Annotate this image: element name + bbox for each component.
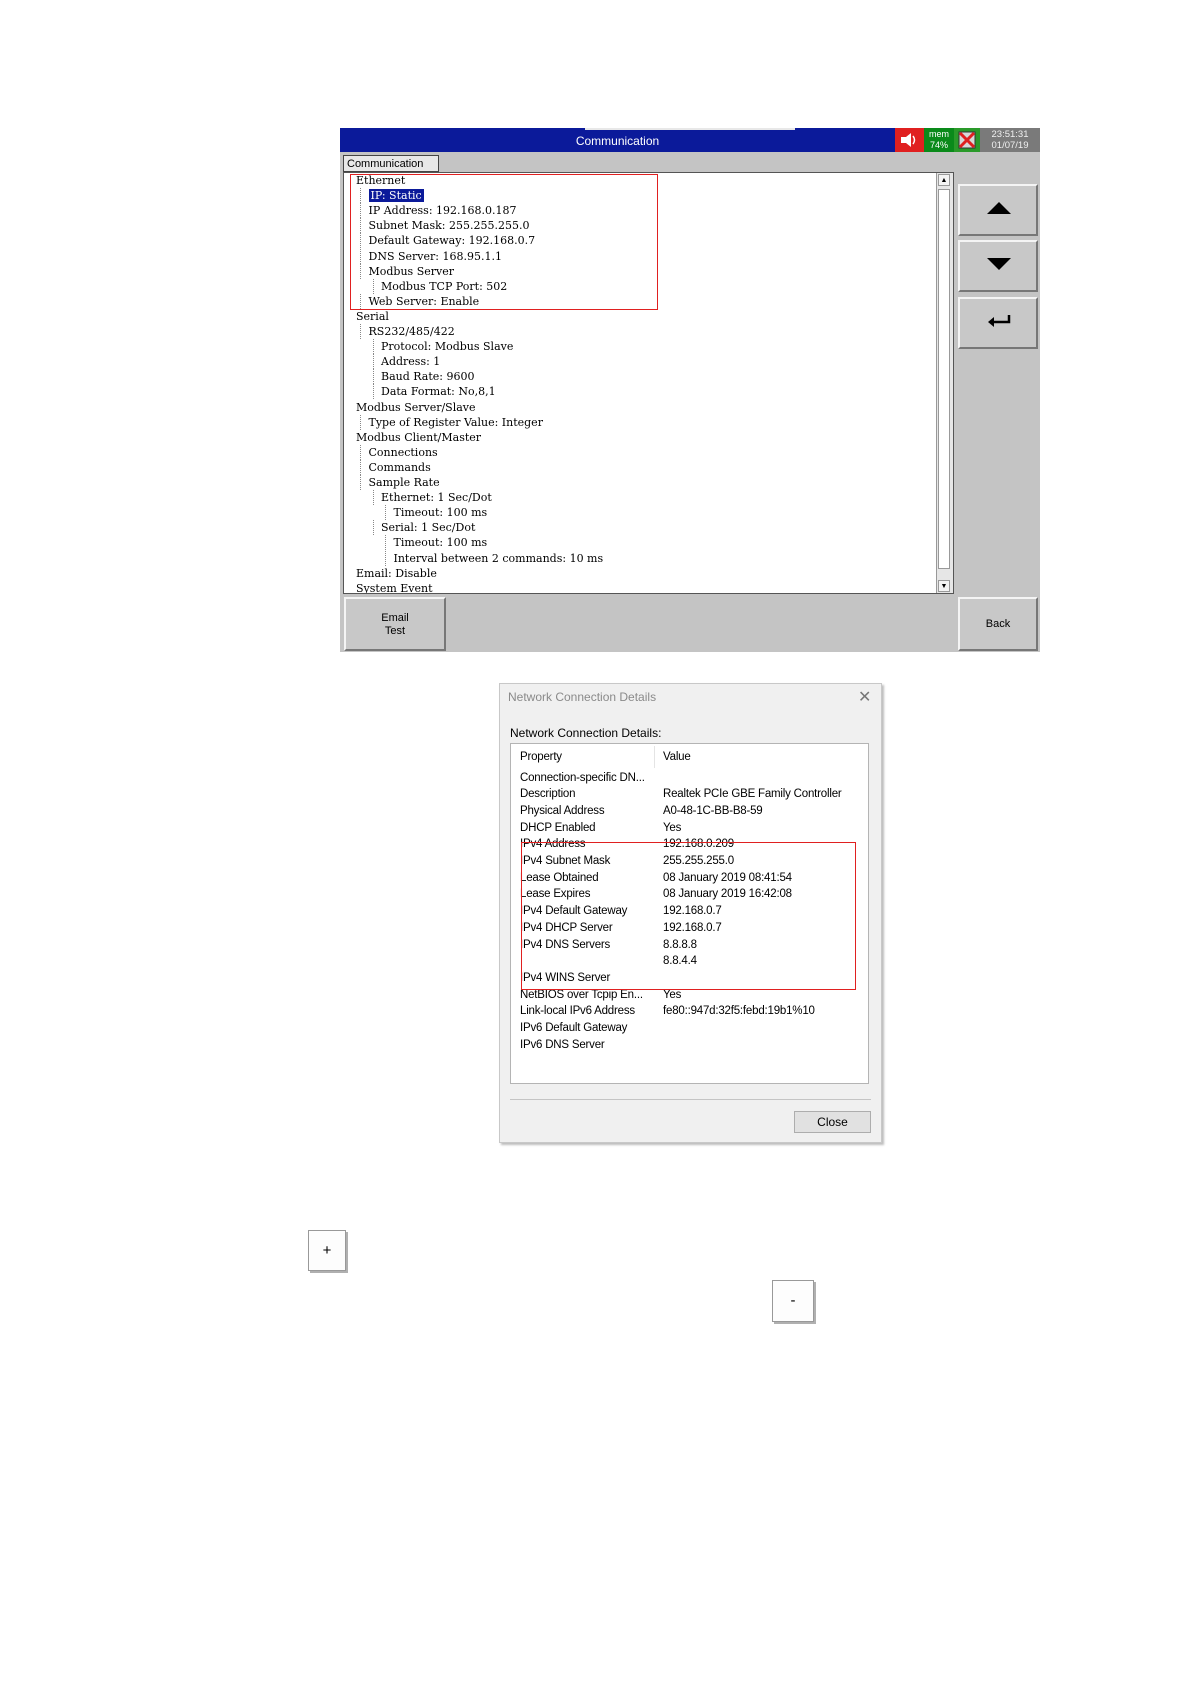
tree-item-label: Sample Rate xyxy=(368,476,440,489)
detail-value[interactable]: A0-48-1C-BB-B8-59 xyxy=(663,804,763,817)
tree-item-label: Address: 1 xyxy=(381,355,441,369)
tree-item[interactable] xyxy=(369,324,455,339)
alarm-icon[interactable] xyxy=(954,128,980,152)
tree-item-label: System Event xyxy=(356,581,433,594)
tree-item[interactable] xyxy=(369,460,431,475)
enter-icon xyxy=(987,313,1011,329)
detail-property[interactable]: Description xyxy=(520,788,576,801)
tree-item[interactable] xyxy=(381,384,496,399)
tree-connector xyxy=(373,354,374,369)
column-divider[interactable] xyxy=(654,746,655,768)
tree-item-label: Modbus Server/Slave xyxy=(356,400,476,414)
tree-item-label: Timeout: 100 ms xyxy=(393,506,488,520)
tree-item-label: Data Format: No,8,1 xyxy=(381,385,496,399)
detail-property[interactable]: Connection-specific DN... xyxy=(520,771,645,784)
back-button[interactable]: Back xyxy=(958,597,1038,651)
detail-property[interactable]: Link-local IPv6 Address xyxy=(520,1005,635,1018)
tree-connector xyxy=(373,384,374,399)
detail-value[interactable]: 08 January 2019 08:41:54 xyxy=(663,871,792,884)
detail-value[interactable]: Yes xyxy=(663,821,682,834)
tree-item-label: Timeout: 100 ms xyxy=(393,536,488,550)
tree-item-label: DNS Server: 168.95.1.1 xyxy=(368,249,502,263)
details-list[interactable] xyxy=(510,743,869,1084)
detail-property[interactable]: Physical Address xyxy=(520,804,605,817)
tree-item[interactable] xyxy=(381,339,513,354)
tree-item[interactable] xyxy=(356,400,476,415)
detail-property[interactable]: IPv6 DNS Server xyxy=(520,1038,605,1051)
tree-item-label: Type of Register Value: Integer xyxy=(368,415,543,429)
tree-item-label: Interval between 2 commands: 10 ms xyxy=(393,551,604,565)
ethernet-highlight-box xyxy=(350,174,658,310)
tab-communication[interactable]: Communication xyxy=(343,155,439,172)
arrow-up-icon xyxy=(987,200,1011,216)
settings-tree[interactable] xyxy=(343,172,954,594)
tree-item-label: Protocol: Modbus Slave xyxy=(381,340,514,354)
detail-value[interactable]: 08 January 2019 16:42:08 xyxy=(663,888,792,901)
speaker-icon[interactable] xyxy=(895,128,925,152)
expand-button[interactable]: + xyxy=(308,1230,346,1271)
tree-item-label: Email: Disable xyxy=(356,566,437,580)
email-test-label-line1: Email xyxy=(381,612,409,624)
detail-property[interactable]: IPv4 WINS Server xyxy=(520,971,611,984)
detail-value[interactable]: 192.168.0.209 xyxy=(663,838,734,851)
column-header-property[interactable]: Property xyxy=(520,751,562,763)
detail-value[interactable]: 8.8.8.8 xyxy=(663,938,697,951)
tree-item[interactable] xyxy=(356,430,481,445)
tree-item-label: IP: Static xyxy=(370,189,422,203)
scroll-up-arrow-icon[interactable]: ▲ xyxy=(938,174,950,186)
tree-connector xyxy=(373,520,374,535)
tree-connector xyxy=(360,460,361,475)
tree-item-label: IP Address: 192.168.0.187 xyxy=(368,204,517,218)
tree-item-label: Serial: 1 Sec/Dot xyxy=(381,521,476,535)
tree-connector xyxy=(373,369,374,384)
network-details-dialog xyxy=(499,683,882,1143)
tree-connector xyxy=(360,415,361,430)
tree-item-label: Modbus Client/Master xyxy=(356,430,482,444)
tree-item[interactable] xyxy=(394,535,488,550)
dialog-title: Network Connection Details xyxy=(508,690,657,704)
tree-item-label: Default Gateway: 192.168.0.7 xyxy=(368,234,536,248)
detail-property[interactable]: NetBIOS over Tcpip En... xyxy=(520,988,643,1001)
tree-item[interactable] xyxy=(356,309,389,324)
close-button[interactable]: Close xyxy=(794,1111,871,1133)
tree-item[interactable] xyxy=(381,354,440,369)
detail-property[interactable]: IPv6 Default Gateway xyxy=(520,1022,628,1034)
collapse-button[interactable]: - xyxy=(772,1280,814,1322)
detail-value[interactable]: 255.255.255.0 xyxy=(663,855,734,867)
scroll-down-arrow-icon[interactable]: ▼ xyxy=(938,580,950,592)
detail-property[interactable]: Lease Obtained xyxy=(520,871,599,884)
email-test-label-line2: Test xyxy=(384,625,406,637)
detail-value[interactable]: 192.168.0.7 xyxy=(663,905,722,918)
detail-property[interactable]: IPv4 Default Gateway xyxy=(520,905,628,918)
memory-value: 74% xyxy=(929,140,948,150)
tree-item[interactable] xyxy=(356,566,437,581)
tree-item-label: Ethernet xyxy=(356,174,406,187)
tree-item-label: Baud Rate: 9600 xyxy=(381,370,475,384)
tree-item-label: Web Server: Enable xyxy=(368,294,480,308)
dialog-subtitle: Network Connection Details: xyxy=(510,726,662,740)
tree-item-label: Commands xyxy=(368,460,431,474)
email-test-button[interactable] xyxy=(344,597,446,651)
arrow-down-icon xyxy=(987,256,1011,272)
detail-value[interactable]: 8.8.4.4 xyxy=(663,955,697,968)
tree-item[interactable] xyxy=(369,475,440,490)
enter-button[interactable] xyxy=(958,297,1038,349)
tree-connector xyxy=(373,339,374,354)
scrollbar-thumb[interactable] xyxy=(938,189,950,569)
tree-item[interactable] xyxy=(369,415,543,430)
tree-item[interactable] xyxy=(394,551,604,566)
tree-item[interactable] xyxy=(356,581,433,594)
detail-property[interactable]: DHCP Enabled xyxy=(520,821,596,834)
tree-item-label: Subnet Mask: 255.255.255.0 xyxy=(368,219,530,233)
clock-time: 23:51:31 xyxy=(991,129,1029,140)
title-bar xyxy=(340,128,1040,152)
close-icon[interactable]: ✕ xyxy=(858,689,872,706)
tree-connector xyxy=(360,324,361,339)
detail-property[interactable]: Lease Expires xyxy=(520,888,591,901)
tree-item[interactable] xyxy=(381,369,474,384)
tree-item-label: Modbus Server xyxy=(368,264,454,278)
tree-connector xyxy=(360,445,361,460)
tree-item-label: RS232/485/422 xyxy=(368,325,455,338)
detail-value[interactable]: Realtek PCIe GBE Family Controller xyxy=(663,788,842,801)
tree-connector xyxy=(373,490,374,505)
tree-connector xyxy=(385,535,386,550)
tree-item-label: Ethernet: 1 Sec/Dot xyxy=(381,491,492,505)
column-header-value[interactable]: Value xyxy=(663,751,691,763)
tree-item[interactable] xyxy=(369,445,438,460)
ipv4-highlight-box xyxy=(521,842,856,990)
tree-item-label: Connections xyxy=(368,445,438,459)
detail-property[interactable]: IPv4 Address xyxy=(520,838,586,851)
tree-item-label: Modbus TCP Port: 502 xyxy=(381,279,508,293)
tree-connector xyxy=(385,505,386,520)
move-up-button[interactable] xyxy=(958,184,1038,236)
tree-connector xyxy=(385,551,386,566)
detail-value[interactable]: 192.168.0.7 xyxy=(663,921,722,934)
recorder-panel xyxy=(340,128,1040,652)
memory-label: mem xyxy=(929,129,949,139)
detail-property[interactable]: IPv4 DNS Servers xyxy=(520,938,611,951)
tree-connector xyxy=(360,475,361,490)
memory-indicator xyxy=(924,128,954,152)
dialog-separator xyxy=(510,1099,871,1100)
window-title: Communication xyxy=(575,134,660,148)
clock xyxy=(980,128,1040,152)
detail-property[interactable]: IPv4 Subnet Mask xyxy=(520,855,611,867)
detail-value[interactable]: Yes xyxy=(663,988,682,1001)
detail-property[interactable]: IPv4 DHCP Server xyxy=(520,921,613,934)
clock-date: 01/07/19 xyxy=(991,140,1029,151)
tree-item[interactable] xyxy=(394,505,488,520)
detail-value[interactable]: fe80::947d:32f5:febd:19b1%10 xyxy=(663,1005,815,1018)
tree-item[interactable] xyxy=(381,490,492,505)
tree-item-label: Serial xyxy=(356,309,389,323)
move-down-button[interactable] xyxy=(958,240,1038,292)
tree-item[interactable] xyxy=(381,520,475,535)
